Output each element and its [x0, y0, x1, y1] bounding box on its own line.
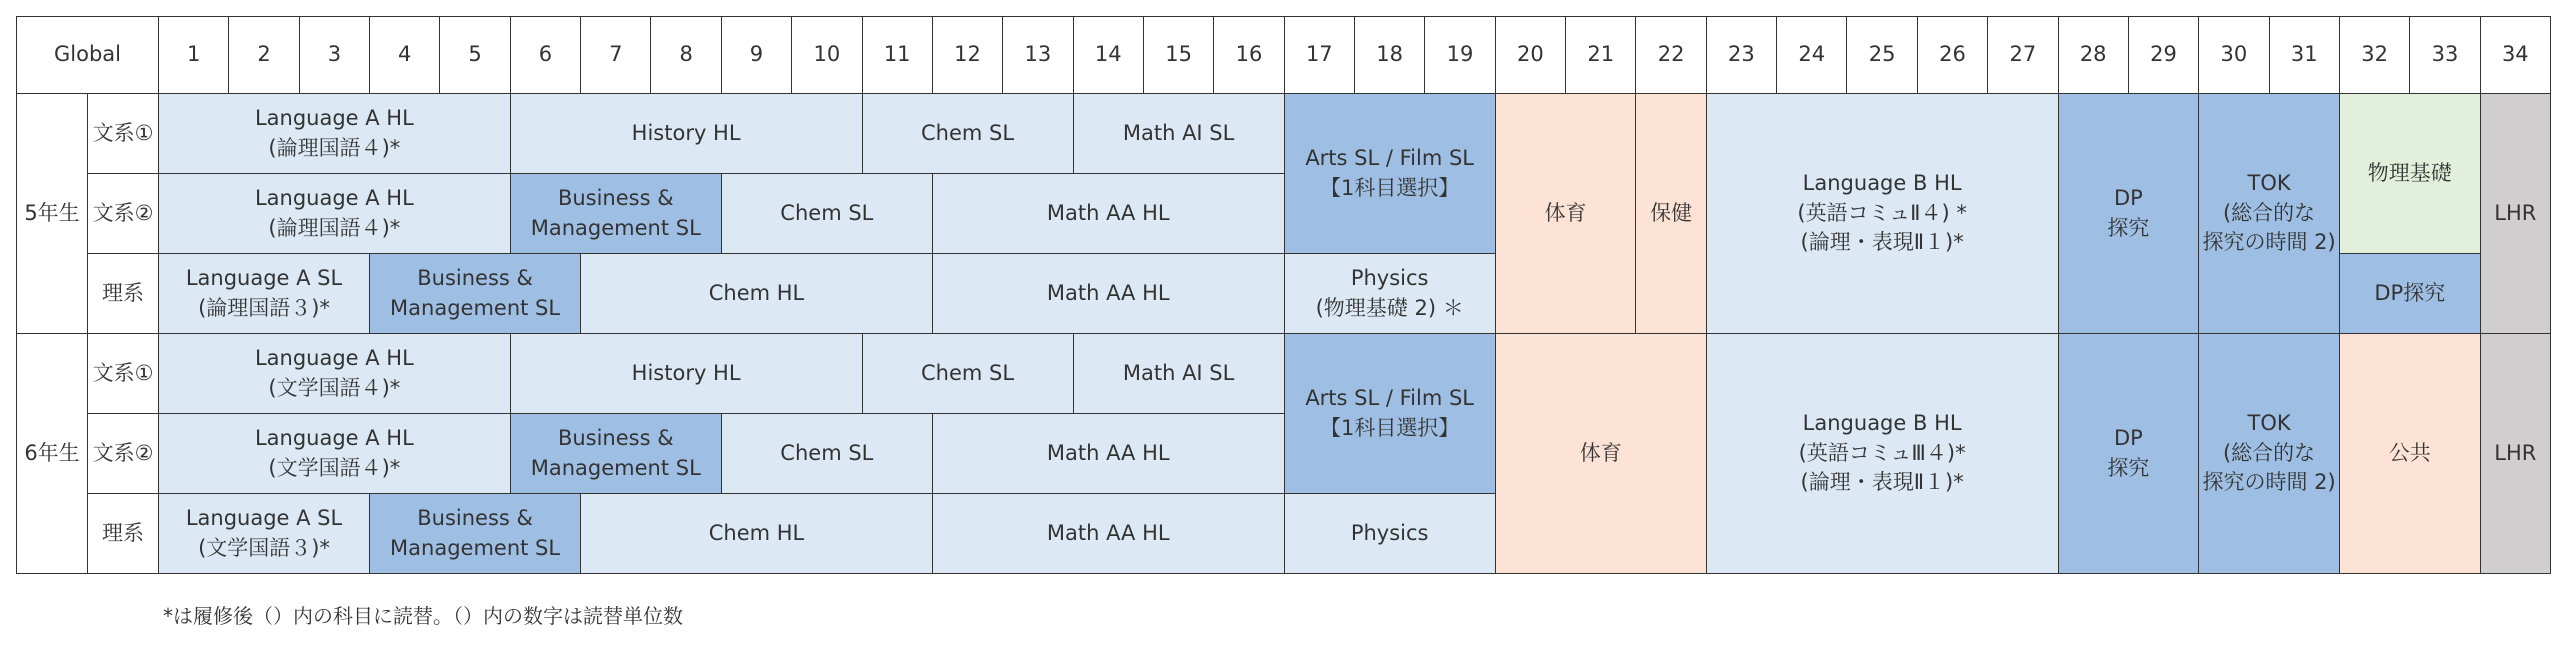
course-block: 公共 — [2339, 333, 2481, 574]
footnote: *は履修後（）内の科目に読替。（）内の数字は読替単位数 — [163, 604, 683, 628]
period-header-16: 16 — [1213, 16, 1284, 94]
course-block: TOK (総合的な 探究の時間 2) — [2198, 93, 2340, 334]
period-header-33: 33 — [2409, 16, 2480, 94]
period-header-2: 2 — [228, 16, 299, 94]
period-header-25: 25 — [1846, 16, 1917, 94]
course-block: Math AA HL — [932, 173, 1285, 254]
course-block: Chem HL — [580, 253, 933, 334]
period-header-10: 10 — [791, 16, 862, 94]
course-block: Language A SL (文学国語３)* — [158, 493, 370, 574]
period-header-22: 22 — [1635, 16, 1706, 94]
course-block: Language B HL (英語コミュⅢ４)* (論理・表現Ⅱ１)* — [1706, 333, 2059, 574]
course-block: Chem SL — [862, 333, 1074, 414]
period-header-7: 7 — [580, 16, 651, 94]
period-header-31: 31 — [2269, 16, 2340, 94]
period-header-1: 1 — [158, 16, 229, 94]
course-block: DP探究 — [2339, 253, 2481, 334]
track-label: 文系① — [87, 333, 159, 414]
course-block: Math AA HL — [932, 413, 1285, 494]
course-block: History HL — [510, 93, 863, 174]
period-header-30: 30 — [2198, 16, 2269, 94]
period-header-26: 26 — [1917, 16, 1988, 94]
period-header-15: 15 — [1143, 16, 1214, 94]
track-label: 文系① — [87, 93, 159, 174]
period-header-12: 12 — [932, 16, 1003, 94]
course-block: Language B HL (英語コミュⅡ４) * (論理・表現Ⅱ１)* — [1706, 93, 2059, 334]
course-block: Math AA HL — [932, 253, 1285, 334]
course-block: Language A HL (文学国語４)* — [158, 333, 511, 414]
global-header-cell: Global — [16, 16, 159, 94]
course-block: Chem SL — [721, 413, 933, 494]
period-header-28: 28 — [2058, 16, 2129, 94]
period-header-24: 24 — [1776, 16, 1847, 94]
course-block: Physics — [1284, 493, 1496, 574]
course-block: Language A HL (文学国語４)* — [158, 413, 511, 494]
course-block: Business & Management SL — [369, 253, 581, 334]
course-block: Chem SL — [862, 93, 1074, 174]
track-label: 理系 — [87, 253, 159, 334]
course-block: Language A HL (論理国語４)* — [158, 173, 511, 254]
course-block: Business & Management SL — [510, 413, 722, 494]
period-header-29: 29 — [2128, 16, 2199, 94]
period-header-5: 5 — [439, 16, 510, 94]
course-block: Language A HL (論理国語４)* — [158, 93, 511, 174]
period-header-20: 20 — [1495, 16, 1566, 94]
course-block: LHR — [2480, 333, 2551, 574]
course-block: Arts SL / Film SL 【1科目選択】 — [1284, 333, 1496, 494]
period-header-27: 27 — [1987, 16, 2058, 94]
track-label: 理系 — [87, 493, 159, 574]
course-block: Arts SL / Film SL 【1科目選択】 — [1284, 93, 1496, 254]
course-block: DP 探究 — [2058, 333, 2200, 574]
year-label: 6年生 — [16, 333, 88, 574]
course-block: LHR — [2480, 93, 2551, 334]
course-block: Math AI SL — [1073, 93, 1285, 174]
period-header-8: 8 — [650, 16, 721, 94]
period-header-18: 18 — [1354, 16, 1425, 94]
period-header-6: 6 — [510, 16, 581, 94]
course-block: DP 探究 — [2058, 93, 2200, 334]
course-block: History HL — [510, 333, 863, 414]
period-header-11: 11 — [862, 16, 933, 94]
course-block: 物理基礎 — [2339, 93, 2481, 254]
course-block: TOK (総合的な 探究の時間 2) — [2198, 333, 2340, 574]
track-label: 文系② — [87, 173, 159, 254]
course-block: Business & Management SL — [510, 173, 722, 254]
period-header-17: 17 — [1284, 16, 1355, 94]
course-block: Chem HL — [580, 493, 933, 574]
period-header-13: 13 — [1002, 16, 1073, 94]
course-block: 保健 — [1635, 93, 1706, 334]
period-header-19: 19 — [1424, 16, 1495, 94]
course-block: 体育 — [1495, 333, 1707, 574]
course-block: Language A SL (論理国語３)* — [158, 253, 370, 334]
period-header-4: 4 — [369, 16, 440, 94]
course-block: Chem SL — [721, 173, 933, 254]
track-label: 文系② — [87, 413, 159, 494]
period-header-9: 9 — [721, 16, 792, 94]
course-block: Physics (物理基礎 2) ＊ — [1284, 253, 1496, 334]
period-header-21: 21 — [1565, 16, 1636, 94]
period-header-14: 14 — [1073, 16, 1144, 94]
course-block: Math AA HL — [932, 493, 1285, 574]
year-label: 5年生 — [16, 93, 88, 334]
course-block: Business & Management SL — [369, 493, 581, 574]
course-block: 体育 — [1495, 93, 1637, 334]
period-header-3: 3 — [299, 16, 370, 94]
course-block: Math AI SL — [1073, 333, 1285, 414]
period-header-32: 32 — [2339, 16, 2410, 94]
period-header-23: 23 — [1706, 16, 1777, 94]
period-header-34: 34 — [2480, 16, 2551, 94]
